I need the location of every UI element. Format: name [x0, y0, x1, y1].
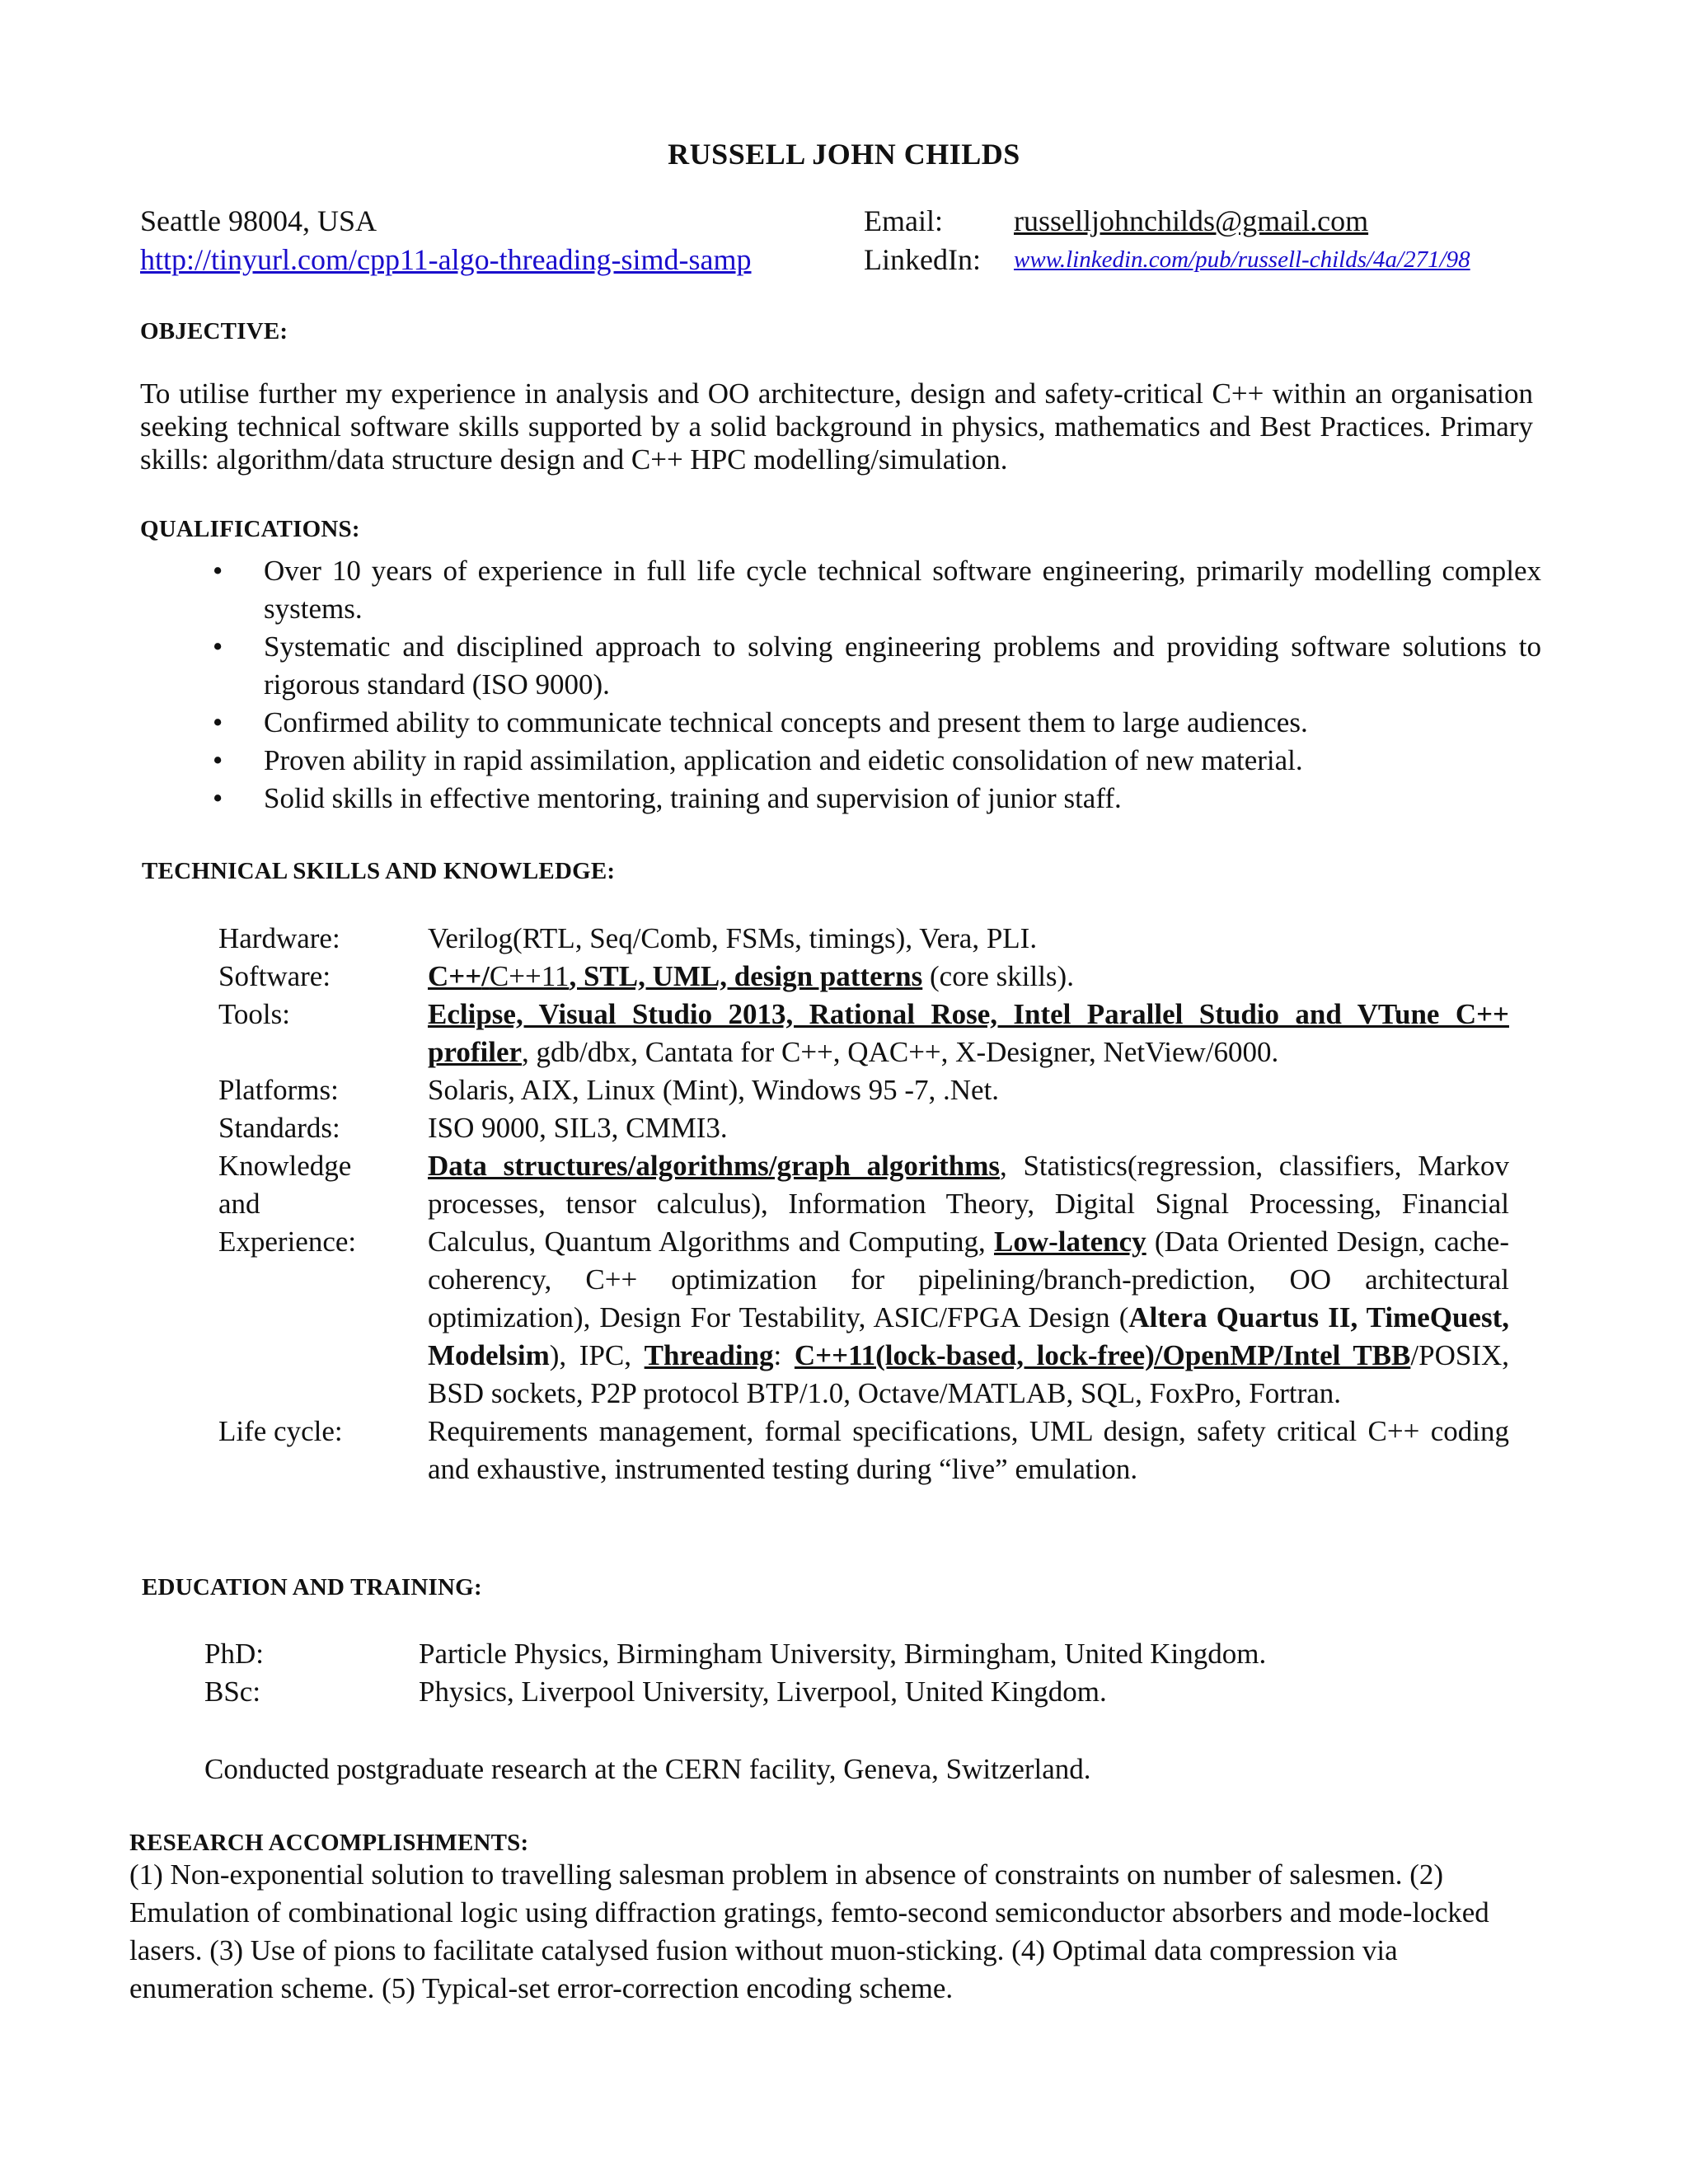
skill-label: Standards: [218, 1112, 340, 1144]
bullet-icon: • [213, 744, 223, 776]
candidate-name: RUSSELL JOHN CHILDS [668, 138, 1020, 171]
education-row-phd [204, 1635, 1266, 1673]
education-row-bsc [204, 1673, 1266, 1711]
skill-value: Solaris, AIX, Linux (Mint), Windows 95 -7, .Net. [428, 1074, 1000, 1106]
skill-label: Platforms: [218, 1074, 339, 1106]
skill-row-software [218, 958, 1509, 996]
linkedin-label: LinkedIn: [864, 243, 981, 276]
skills-heading: TECHNICAL SKILLS AND KNOWLEDGE: [142, 858, 616, 884]
education-heading: EDUCATION AND TRAINING: [142, 1574, 482, 1601]
skill-label: Knowledge and Experience: [218, 1150, 357, 1258]
skill-value: Requirements management, formal specifications, UML design, safety critical C++ coding and exhaustive, instrumented testing during “live” emulation. [428, 1415, 1509, 1485]
objective-heading: OBJECTIVE: [140, 318, 288, 344]
skill-value: Data structures/algorithms/graph algorithms, Statistics(regression, classifiers, Markov processes, tensor calculus), Information Theory, Digital Signal Processing, Financial Calculus, Quantum Algorithms and Computing, Low-latency (Data Oriented Design, cache-coherency, C++ optimization for pipelining/branch-prediction, OO architectural optimization), Design For Testability, ASIC/FPGA Design (Altera Quartus II, TimeQuest, Modelsim), IPC, Threading: C++11(lock-based, lock-free)/OpenMP/Intel TBB/POSIX, BSD sockets, P2P protocol BTP/1.0, Octave/MATLAB, SQL, FoxPro, Fortran. [428, 1150, 1510, 1409]
skill-row-tools [218, 996, 1509, 1071]
bullet-icon: • [213, 555, 223, 587]
research-heading: RESEARCH ACCOMPLISHMENTS: [129, 1830, 529, 1856]
skill-label: Hardware: [218, 922, 340, 954]
qualifications-list [213, 552, 1541, 818]
list-item: • Systematic and disciplined approach to solving engineering problems and providing software solutions to rigorous standard (ISO 9000). [213, 628, 1541, 704]
skill-label: Life cycle: [218, 1415, 343, 1447]
skill-row-platforms [218, 1071, 1509, 1109]
qualifications-heading: QUALIFICATIONS: [140, 516, 360, 542]
bullet-icon: • [213, 782, 223, 814]
degree-value: Physics, Liverpool University, Liverpool, United Kingdom. [419, 1675, 1107, 1708]
bullet-icon: • [213, 706, 223, 738]
degree-value: Particle Physics, Birmingham University, Birmingham, United Kingdom. [419, 1638, 1267, 1670]
skill-value: ISO 9000, SIL3, CMMI3. [428, 1112, 728, 1144]
education-list [204, 1635, 1266, 1711]
skill-row-hardware [218, 920, 1509, 958]
linkedin-link[interactable]: www.linkedin.com/pub/russell-childs/4a/271/98 [1014, 246, 1470, 273]
skill-row-standards [218, 1109, 1509, 1147]
list-item: • Solid skills in effective mentoring, training and supervision of junior staff. [213, 780, 1541, 818]
email-link[interactable]: russelljohnchilds@gmail.com [1014, 204, 1369, 237]
degree-label: BSc: [204, 1675, 261, 1708]
list-item: • Over 10 years of experience in full life cycle technical software engineering, primarily modelling complex systems. [213, 552, 1541, 628]
website-link[interactable]: http://tinyurl.com/cpp11-algo-threading-simd-samp [140, 243, 752, 276]
bullet-icon: • [213, 630, 223, 663]
objective-text: To utilise further my experience in analysis and OO architecture, design and safety-critical C++ within an organisation seeking technical software skills supported by a solid background in physics, mathematics and Best Practices. Primary skills: algorithm/data structure design and C++ HPC modelling/simulation. [140, 377, 1533, 476]
skill-value: Verilog(RTL, Seq/Comb, FSMs, timings), Vera, PLI. [428, 922, 1038, 954]
degree-label: PhD: [204, 1638, 264, 1670]
skill-value: C++/C++11, STL, UML, design patterns (core skills). [428, 960, 1074, 992]
list-item: • Proven ability in rapid assimilation, application and eidetic consolidation of new material. [213, 742, 1541, 780]
skill-row-lifecycle [218, 1413, 1509, 1488]
skill-row-knowledge [218, 1147, 1509, 1413]
research-text: (1) Non-exponential solution to travelling salesman problem in absence of constraints on number of salesmen. (2) Emulation of combinational logic using diffraction gratings, femto-second semiconductor absorbers and mode-locked lasers. (3) Use of pions to facilitate catalysed fusion without muon-sticking. (4) Optimal data compression via enumeration scheme. (5) Typical-set error-correction encoding scheme. [129, 1858, 1489, 2004]
skills-table [218, 920, 1509, 1488]
skill-value: Eclipse, Visual Studio 2013, Rational Rose, Intel Parallel Studio and VTune C++ profiler, gdb/dbx, Cantata for C++, QAC++, X-Designer, NetView/6000. [428, 998, 1509, 1068]
education-note: Conducted postgraduate research at the CERN facility, Geneva, Switzerland. [204, 1753, 1091, 1785]
skill-label: Software: [218, 960, 331, 992]
skill-label: Tools: [218, 998, 291, 1030]
location: Seattle 98004, USA [140, 204, 377, 237]
list-item: • Confirmed ability to communicate technical concepts and present them to large audiences. [213, 704, 1541, 742]
email-label: Email: [864, 204, 943, 237]
